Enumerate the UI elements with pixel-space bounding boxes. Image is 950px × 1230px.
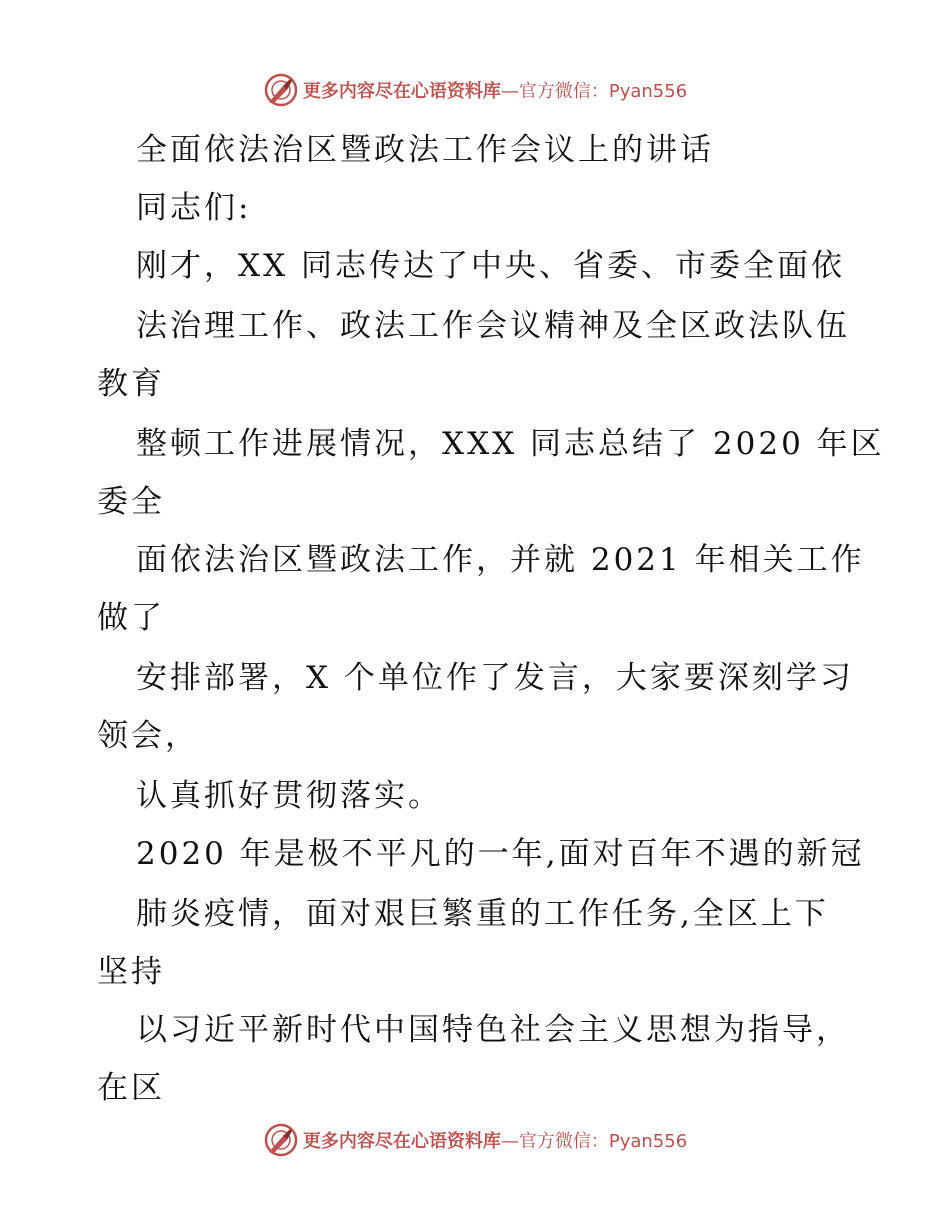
banner-text-rest: 官方微信：Pyan556 xyxy=(518,81,688,102)
banner-text-main: 更多内容尽在心语资料库 xyxy=(302,1131,501,1152)
document-title: 全面依法治区暨政法工作会议上的讲话 xyxy=(136,132,714,168)
text-line: 领会， xyxy=(97,718,199,754)
text-line: 肺炎疫情，面对艰巨繁重的工作任务,全区上下 xyxy=(136,896,829,932)
pen-nib-logo-icon xyxy=(263,1122,299,1158)
text-line: 以习近平新时代中国特色社会主义思想为指导， xyxy=(136,1012,850,1048)
text-line: 认真抓好贯彻落实。 xyxy=(136,778,442,814)
text-line: 整顿工作进展情况，XXX 同志总结了 2020 年区 xyxy=(136,426,885,462)
banner-text-main: 更多内容尽在心语资料库 xyxy=(302,81,501,102)
text-line: 同志们: xyxy=(136,190,252,226)
text-line: 做了 xyxy=(97,600,165,636)
text-line: 刚才，XX 同志传达了中央、省委、市委全面依 xyxy=(136,248,845,284)
text-line: 坚持 xyxy=(97,954,165,990)
text-line: 在区 xyxy=(97,1070,165,1106)
text-line: 2020 年是极不平凡的一年,面对百年不遇的新冠 xyxy=(136,836,865,872)
text-line: 教育 xyxy=(97,366,165,402)
footer-banner xyxy=(0,1120,950,1160)
text-line: 安排部署，X 个单位作了发言，大家要深刻学习 xyxy=(136,660,854,696)
pen-nib-logo-icon xyxy=(263,72,299,108)
banner-text xyxy=(303,1127,687,1153)
header-banner xyxy=(0,70,950,110)
banner-text xyxy=(303,77,687,103)
banner-text-rest: 官方微信：Pyan556 xyxy=(518,1131,688,1152)
banner-separator: — xyxy=(500,1131,519,1152)
text-line: 面依法治区暨政法工作，并就 2021 年相关工作 xyxy=(136,542,865,578)
text-line: 委全 xyxy=(97,484,165,520)
banner-separator: — xyxy=(500,81,519,102)
text-line: 法治理工作、政法工作会议精神及全区政法队伍 xyxy=(136,308,850,344)
